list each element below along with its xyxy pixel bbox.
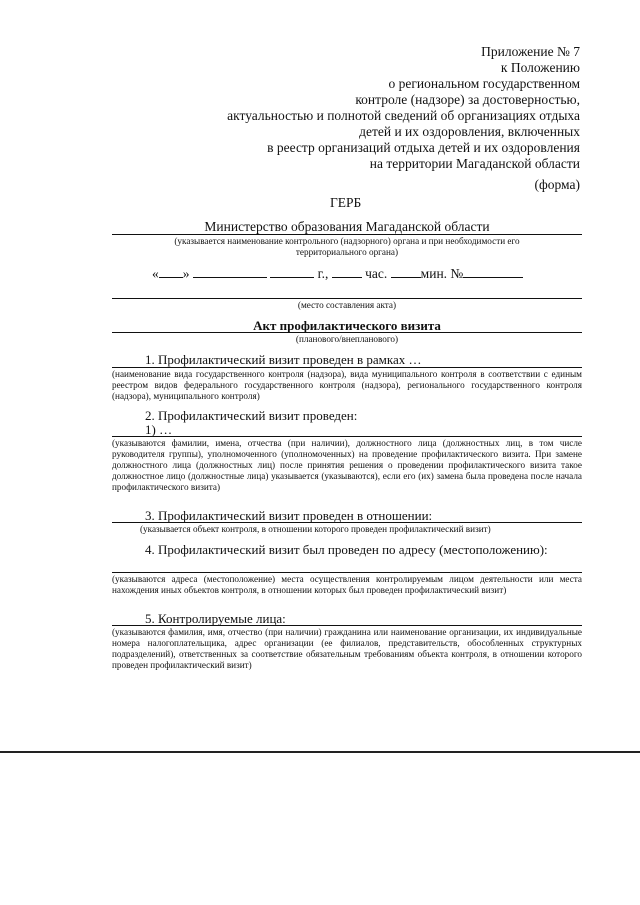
section-1-title: 1. Профилактический визит проведен в рамках … [145, 352, 422, 367]
date-time-line [152, 265, 523, 282]
ministry-underline [112, 234, 582, 235]
appendix-header [227, 44, 580, 172]
section-1-hint: (наименование вида государственного контроля (надзора), вида муниципального контроля в соответствии с единым реестром видов федерального государственного контроля (надзора), регионального государственного контроля (надзора), муниципального контроля) [112, 369, 582, 401]
coat-of-arms-placeholder: ГЕРБ [330, 195, 362, 210]
section-2-sub: 1) … [145, 422, 173, 437]
minute-field[interactable] [391, 265, 421, 278]
place-underline [112, 298, 582, 299]
section-2-underline [112, 436, 582, 437]
month-field[interactable] [193, 265, 267, 278]
section-4-title: 4. Профилактический визит был проведен по адресу (местоположению): [145, 542, 548, 557]
act-subtitle: (планового/внепланового) [295, 334, 399, 344]
section-2-title: 2. Профилактический визит проведен: [145, 408, 358, 423]
ministry-hint: (указывается наименование контрольного (надзорного) органа и при необходимости его территориального органа) [174, 236, 520, 257]
header-line: о региональном государственном [388, 76, 580, 91]
header-line: детей и их оздоровления, включенных [359, 124, 580, 139]
number-field[interactable] [463, 265, 523, 278]
act-title-underline [112, 332, 582, 333]
page-bottom-rule [0, 751, 640, 753]
hour-label: час. [365, 266, 388, 281]
section-1-underline [112, 367, 582, 368]
hour-field[interactable] [332, 265, 362, 278]
act-title: Акт профилактического визита [253, 318, 441, 333]
place-hint: (место составления акта) [297, 300, 397, 310]
section-3-underline [112, 522, 582, 523]
close-quote: » [182, 266, 190, 281]
section-2-hint: (указываются фамилии, имена, отчества (при наличии), должностного лица (должностных лиц, в том числе руководителя группы), уполномоченного (уполномоченных) на проведение профилактического визита. При замене должностного лица (должностных лиц) после принятия решения о проведении профилактического визита такое должностное лицо (должностные лица) указывается (указываются), если его (их) замена была проведена после начала профилактического визита) [112, 438, 582, 492]
section-5-title: 5. Контролируемые лица: [145, 611, 286, 626]
section-5-underline [112, 625, 582, 626]
ministry-name: Министерство образования Магаданской области [204, 219, 490, 234]
section-3-hint: (указывается объект контроля, в отношении которого проведен профилактический визит) [140, 524, 491, 534]
header-line: в реестр организаций отдыха детей и их оздоровления [267, 140, 580, 155]
year-field[interactable] [270, 265, 314, 278]
open-quote: « [152, 266, 159, 281]
section-3-title: 3. Профилактический визит проведен в отношении: [145, 508, 433, 523]
minute-label: мин. [420, 266, 448, 281]
form-label: (форма) [534, 177, 580, 192]
section-5-hint: (указываются фамилия, имя, отчество (при наличии) гражданина или наименование организации, их индивидуальные номера налогоплательщика, адрес организации (ее филиалов, представительств, обособленных структурных подразделений), ответственных за соответствие обязательным требованиям объекта контроля, в отношении которого проведен профилактический визит) [112, 627, 582, 670]
header-line: актуальностью и полнотой сведений об организациях отдыха [227, 108, 580, 123]
day-field[interactable] [159, 265, 183, 278]
section-4-hint: (указываются адреса (местоположение) места осуществления контролируемым лицом деятельности или места нахождения иных объектов контроля, в отношении которых был проведен профилактический визит) [112, 574, 582, 595]
header-line: контроле (надзоре) за достоверностью, [355, 92, 580, 107]
year-suffix: г., [317, 266, 329, 281]
header-line: Приложение № 7 [481, 44, 580, 59]
section-4-underline [112, 572, 582, 573]
header-line: на территории Магаданской области [369, 156, 580, 171]
number-label: № [450, 266, 464, 281]
header-line: к Положению [500, 60, 580, 75]
